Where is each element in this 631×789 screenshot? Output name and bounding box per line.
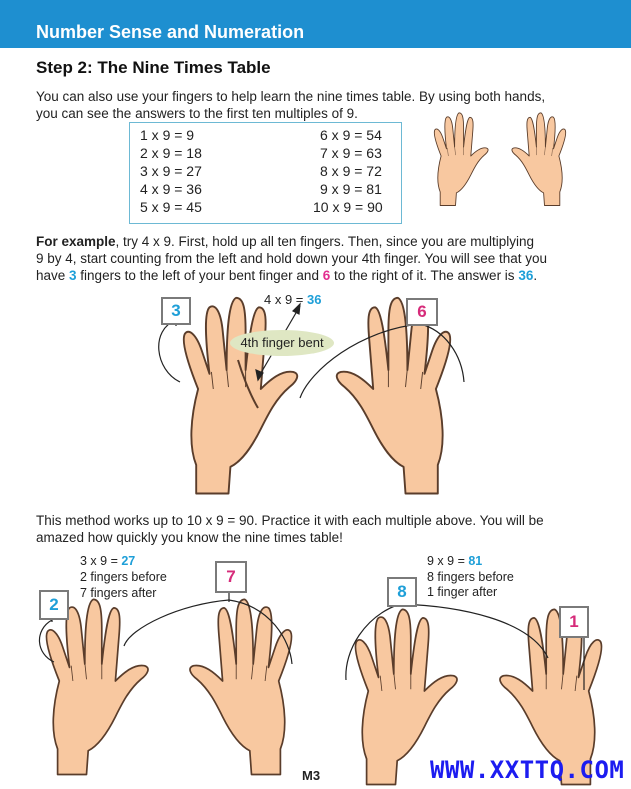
top-right-hand — [512, 113, 566, 206]
example-left-hand — [184, 298, 297, 494]
bent-finger-label: 4th finger bent — [230, 330, 334, 356]
table-row: 3 x 9 = 27 — [140, 163, 202, 179]
d2-equation: 3 x 9 = 27 — [80, 554, 136, 568]
d3-right-count-box: 1 — [559, 606, 589, 638]
intro-line-2: you can see the answers to the first ten multiples of 9. — [36, 106, 358, 121]
d3-note-before: 8 fingers before — [427, 570, 514, 584]
table-row: 8 x 9 = 72 — [320, 163, 382, 179]
table-row: 1 x 9 = 9 — [140, 127, 195, 143]
example-bold: For example — [36, 234, 116, 249]
d2-left-hand — [47, 599, 149, 774]
method-line-2: amazed how quickly you know the nine times table! — [36, 530, 343, 545]
example-line-2: 9 by 4, start counting from the left and hold down your 4th finger. You will see that you — [36, 251, 548, 266]
top-left-hand — [434, 113, 488, 206]
method-line-1: This method works up to 10 x 9 = 90. Practice it with each multiple above. You will be — [36, 513, 544, 528]
example-line-1: For example, try 4 x 9. First, hold up all ten fingers. Then, since you are multiplying — [36, 234, 534, 249]
example-right-count-box: 6 — [406, 298, 438, 326]
d2-right-count-box: 7 — [215, 561, 247, 593]
table-row: 6 x 9 = 54 — [320, 127, 382, 143]
d2-note-before: 2 fingers before — [80, 570, 167, 584]
table-row: 9 x 9 = 81 — [320, 181, 382, 197]
d2-right-hand — [190, 599, 292, 774]
d3-note-after: 1 finger after — [427, 585, 498, 599]
example-right-hand — [337, 298, 450, 494]
table-row: 5 x 9 = 45 — [140, 199, 202, 215]
section-title: Number Sense and Numeration — [36, 22, 305, 42]
example-line-3: have 3 fingers to the left of your bent finger and 6 to the right of it. The answer is 36. — [36, 268, 538, 283]
step-title: Step 2: The Nine Times Table — [36, 58, 271, 77]
d2-left-count-box: 2 — [39, 590, 69, 620]
page-number: M3 — [302, 768, 321, 783]
table-row: 4 x 9 = 36 — [140, 181, 202, 197]
d2-note-after: 7 fingers after — [80, 586, 157, 600]
example-left-count-box: 3 — [161, 297, 191, 325]
table-row: 7 x 9 = 63 — [320, 145, 382, 161]
left-count-arc — [159, 320, 180, 382]
table-row: 10 x 9 = 90 — [313, 199, 383, 215]
table-row: 2 x 9 = 18 — [140, 145, 202, 161]
watermark: WWW.XXTTQ.COM — [430, 756, 625, 784]
example-equation: 4 x 9 = 36 — [264, 292, 322, 307]
d3-equation: 9 x 9 = 81 — [427, 554, 483, 568]
intro-line-1: You can also use your fingers to help learn the nine times table. By using both hands, — [36, 89, 546, 104]
d3-left-count-box: 8 — [387, 577, 417, 607]
